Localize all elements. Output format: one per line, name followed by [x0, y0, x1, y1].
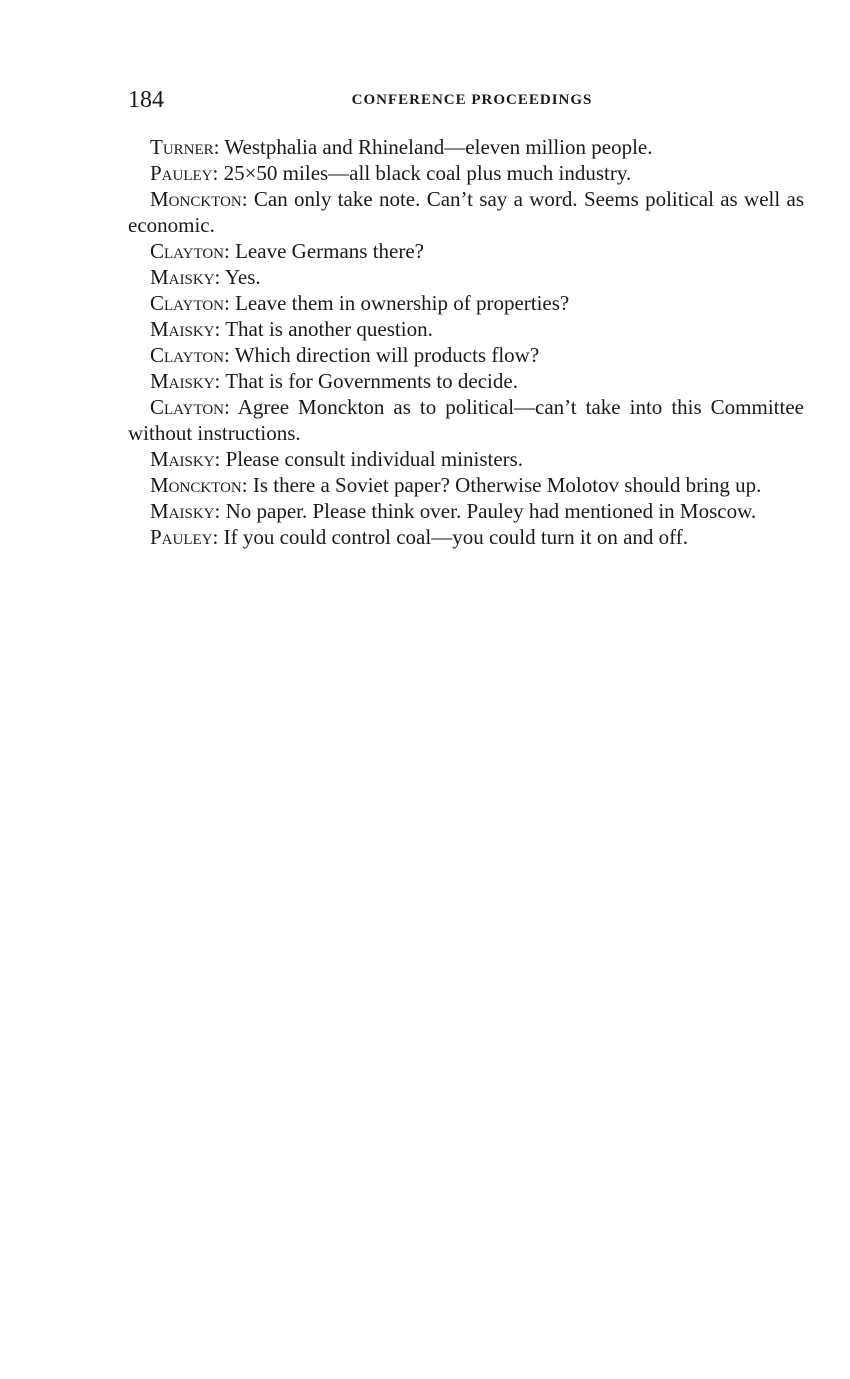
paragraph	[128, 238, 804, 264]
paragraph	[128, 316, 804, 342]
speaker-name: Monckton:	[150, 187, 248, 211]
speech-text: Agree Monckton as to political—can’t take into this Committee without instructions.	[128, 395, 804, 445]
running-title: CONFERENCE PROCEEDINGS	[351, 92, 593, 108]
speech-text: If you could control coal—you could turn it on and off.	[218, 525, 689, 549]
paragraph	[128, 186, 804, 238]
speaker-name: Maisky:	[150, 265, 221, 289]
speech-text: Leave them in ownership of properties?	[229, 291, 570, 315]
speech-text: That is for Governments to decide.	[220, 369, 518, 393]
paragraph	[128, 342, 804, 368]
speech-text: Which direction will products flow?	[229, 343, 540, 367]
speech-text: 25×50 miles—all black coal plus much industry.	[218, 161, 632, 185]
paragraph	[128, 134, 804, 160]
paragraph	[128, 394, 804, 446]
speaker-name: Clayton:	[150, 291, 230, 315]
page-number: 184	[128, 87, 164, 113]
speaker-name: Clayton:	[150, 343, 230, 367]
speaker-name: Maisky:	[150, 499, 221, 523]
body-text	[128, 134, 804, 550]
paragraph	[128, 290, 804, 316]
speech-text: Yes.	[220, 265, 261, 289]
speaker-name: Pauley:	[150, 525, 219, 549]
speaker-name: Turner:	[150, 135, 220, 159]
speech-text: Can only take note. Can’t say a word. Seems political as well as economic.	[128, 187, 804, 237]
paragraph	[128, 446, 804, 472]
speaker-name: Pauley:	[150, 161, 219, 185]
running-head	[128, 84, 804, 116]
paragraph	[128, 472, 804, 498]
speaker-name: Maisky:	[150, 447, 221, 471]
speaker-name: Clayton:	[150, 395, 230, 419]
speech-text: No paper. Please think over. Pauley had mentioned in Moscow.	[220, 499, 757, 523]
paragraph	[128, 264, 804, 290]
speech-text: That is another question.	[220, 317, 433, 341]
paragraph	[128, 160, 804, 186]
paragraph	[128, 368, 804, 394]
speaker-name: Maisky:	[150, 317, 221, 341]
speech-text: Leave Germans there?	[229, 239, 424, 263]
speech-text: Is there a Soviet paper? Otherwise Molotov should bring up.	[247, 473, 762, 497]
speech-text: Please consult individual ministers.	[220, 447, 524, 471]
speaker-name: Clayton:	[150, 239, 230, 263]
paragraph	[128, 524, 804, 550]
paragraph	[128, 498, 804, 524]
speech-text: Westphalia and Rhineland—eleven million people.	[219, 135, 653, 159]
speaker-name: Maisky:	[150, 369, 221, 393]
speaker-name: Monckton:	[150, 473, 248, 497]
